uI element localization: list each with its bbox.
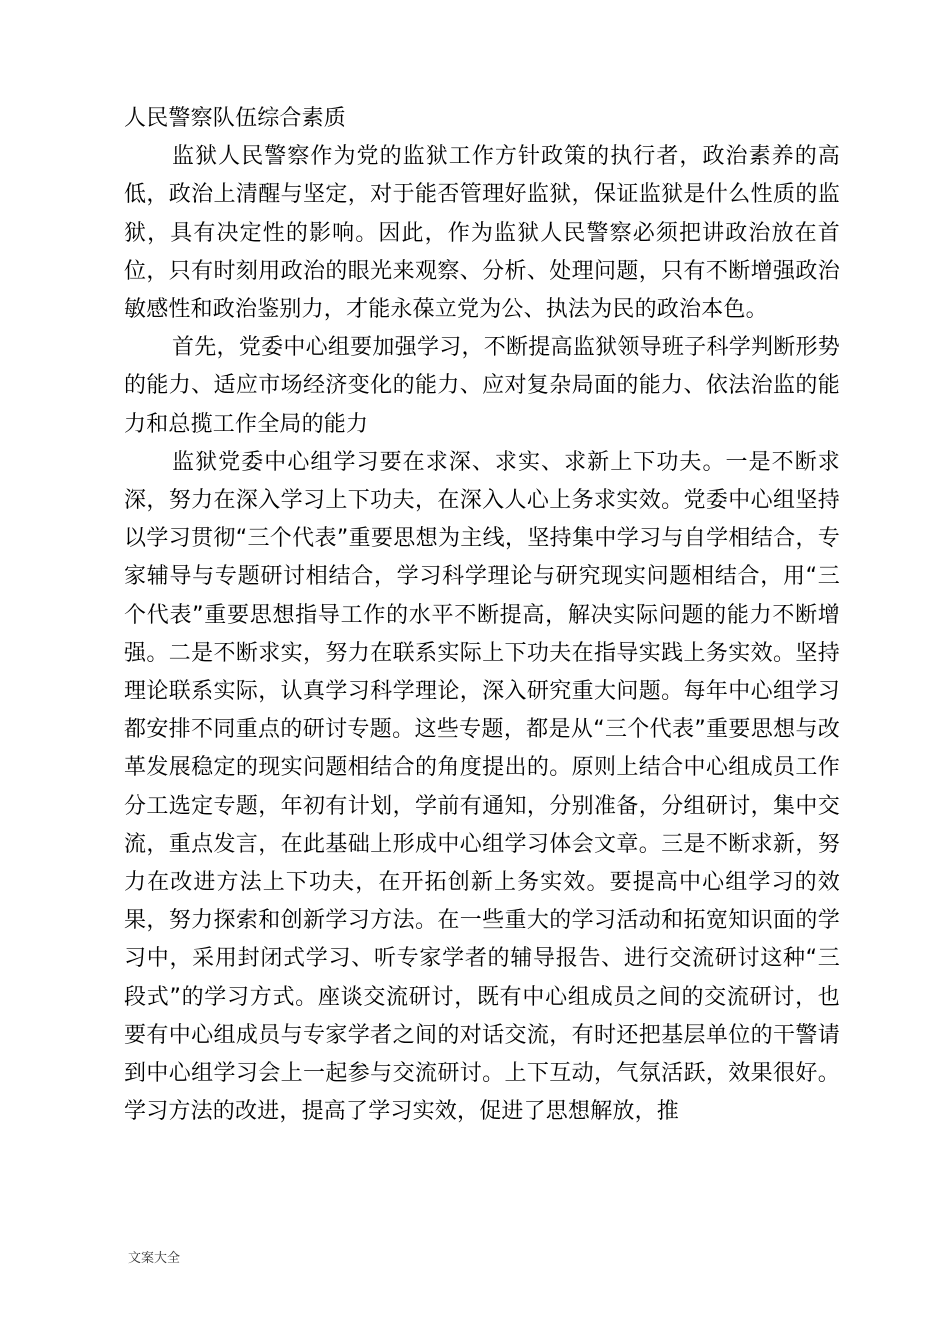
- paragraph-political-quality: 监狱人民警察作为党的监狱工作方针政策的执行者，政治素养的高低，政治上清醒与坚定，对于能否管理好监狱，保证监狱是什么性质的监狱，具有决定性的影响。因此，作为监狱人民警察必须把讲政治放在首位，只有时刻用政治的眼光来观察、分析、处理问题，只有不断增强政治敏感性和政治鉴别力，才能永葆立党为公、执法为民的政治本色。: [124, 144, 840, 323]
- document-body: [124, 100, 840, 1131]
- page-footer: 文案大全: [128, 1251, 181, 1266]
- section-heading: 人民警察队伍综合素质: [124, 106, 347, 131]
- paragraph-study-methods: 监狱党委中心组学习要在求深、求实、求新上下功夫。一是不断求深，努力在深入学习上下功夫，在深入人心上务求实效。党委中心组坚持以学习贯彻“三个代表”重要思想为主线，坚持集中学习与自学相结合，专家辅导与专题研讨相结合，学习科学理论与研究现实问题相结合，用“三个代表”重要思想指导工作的水平不断提高，解决实际问题的能力不断增强。二是不断求实，努力在联系实际上下功夫在指导实践上务实效。坚持理论联系实际，认真学习科学理论，深入研究重大问题。每年中心组学习都安排不同重点的研讨专题。这些专题，都是从“三个代表”重要思想与改革发展稳定的现实问题相结合的角度提出的。原则上结合中心组成员工作分工选定专题，年初有计划，学前有通知，分别准备，分组研讨，集中交流，重点发言，在此基础上形成中心组学习体会文章。三是不断求新，努力在改进方法上下功夫，在开拓创新上务实效。要提高中心组学习的效果，努力探索和创新学习方法。在一些重大的学习活动和拓宽知识面的学习中，采用封闭式学习、听专家学者的辅导报告、进行交流研讨这种“三段式”的学习方式。座谈交流研讨，既有中心组成员之间的交流研讨，也要有中心组成员与专家学者之间的对话交流，有时还把基层单位的干警请到中心组学习会上一起参与交流研讨。上下互动，气氛活跃，效果很好。学习方法的改进，提高了学习实效，促进了思想解放，推: [124, 449, 840, 1125]
- paragraph-party-committee-study: 首先，党委中心组要加强学习，不断提高监狱领导班子科学判断形势的能力、适应市场经济变化的能力、应对复杂局面的能力、依法治监的能力和总揽工作全局的能力: [124, 335, 840, 437]
